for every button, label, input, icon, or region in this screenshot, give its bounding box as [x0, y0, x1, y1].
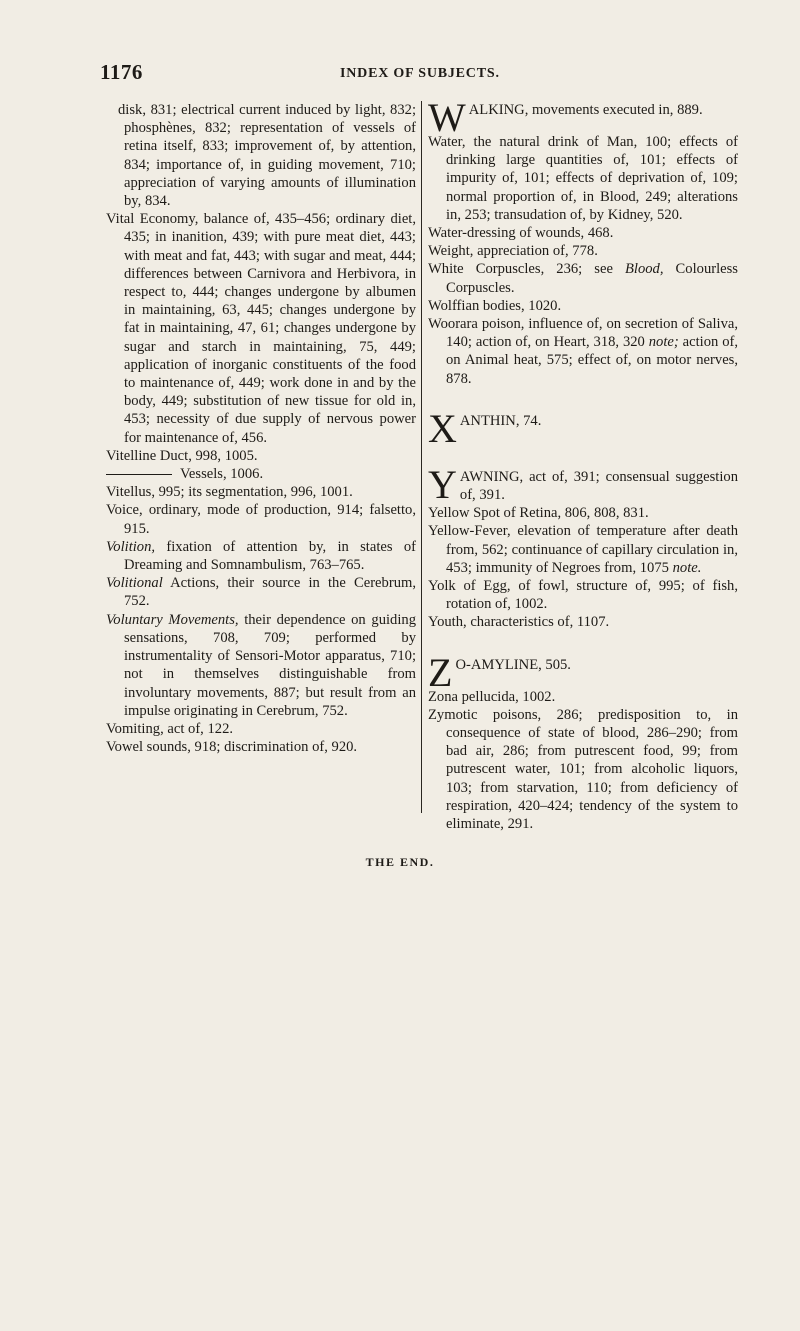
drop-initial: X [428, 411, 457, 444]
section-head-text: O-AMYLINE, 505. [455, 656, 571, 673]
index-entry [106, 538, 416, 574]
section-head-text: ANTHIN, 74. [459, 412, 542, 429]
index-term: Blood, [624, 261, 664, 278]
index-note: note; [648, 334, 679, 351]
index-entry-text: Woorara poison, influence of, on secretion of Saliva, 140; action of, on Heart, 318, 320 [428, 316, 738, 351]
index-entry [428, 315, 738, 388]
index-entry: Water, the natural drink of Man, 100; effects of drinking large quantities of, 101; effects of impurity of, 101; effects of deprivation of, 109; normal proportion of, in Blood, 249; alterations in, 253; transudation of, by Kidney, 520. [428, 134, 738, 223]
ditto-dash [106, 474, 172, 475]
index-entry-text: action of, on Animal heat, 575; effect of, on motor nerves, 878. [446, 334, 738, 387]
index-entry: Zona pellucida, 1002. [428, 688, 556, 705]
index-term: Volition, [106, 538, 156, 555]
index-entry: Vital Economy, balance of, 435–456; ordinary diet, 435; in inanition, 439; with pure meat diet, 443; with meat and fat, 443; with sugar and meat, 444; differences between Carnivora and Herbivora, in respect to, 444; changes undergone by albumen in maintaining, 63, 445; changes undergone by fat in maintaining, 47, 61; changes undergone by sugar and starch in maintaining, 75, 449; application of inorganic constituents of the food to maintenance of, 449; work done in and by the body, 449; substitution of new tissue for old in, 453; necessity of due supply of nervous power for maintenance of, 456. [106, 211, 416, 446]
index-entry-text: Actions, their source in the Cerebrum, 752. [124, 575, 416, 610]
the-end: THE END. [365, 855, 435, 869]
letter-section-y [428, 468, 738, 632]
index-entry: Wolffian bodies, 1020. [428, 297, 562, 314]
index-term: Voluntary Movements, [106, 611, 239, 628]
index-entry-text: their dependence on guiding sensations, 708, 709; performed by instrumentality of Sensori-Motor apparatus, 710; not in themselves distinguishable from involuntary movements, 887; but result from an impulse originating in Cerebrum, 752. [124, 611, 416, 719]
section-head-text: AWNING, act of, 391; consensual suggestion of, 391. [459, 468, 738, 504]
drop-initial: Z [428, 655, 453, 688]
letter-section-z [428, 656, 738, 834]
right-column [428, 101, 738, 833]
index-term: Volitional [106, 575, 163, 592]
index-subentry-text: Vessels, 1006. [180, 466, 264, 483]
letter-section-w [428, 101, 738, 388]
index-entry: Yolk of Egg, of fowl, structure of, 995; of fish, rotation of, 1002. [428, 578, 738, 613]
index-entry [106, 574, 416, 610]
index-entry-text: fixation of attention by, in states of Dreaming and Somnambulism, 763–765. [124, 538, 416, 574]
index-entry: Vomiting, act of, 122. [106, 720, 234, 737]
index-subentry [106, 465, 416, 483]
section-head-text: ALKING, movements executed in, 889. [468, 102, 703, 118]
running-title: INDEX OF SUBJECTS. [340, 66, 500, 81]
index-entry: Water-dressing of wounds, 468. [428, 225, 614, 242]
section-head [428, 656, 738, 688]
index-entry: Vowel sounds, 918; discrimination of, 920. [106, 739, 358, 756]
section-head [428, 101, 738, 133]
column-divider [421, 101, 422, 813]
index-entry: Zymotic poisons, 286; predisposition to, in consequence of state of blood, 286–290; from bad air, 286; from putrescent food, 99; from putrescent water, 101; from alcoholic liquors, 103; from starvation, 110; from deficiency of respiration, 420–424; tendency of the system to eliminate, 291. [428, 706, 738, 833]
index-note: note. [672, 559, 702, 576]
index-entry: Weight, appreciation of, 778. [428, 243, 598, 260]
index-entry: Yellow Spot of Retina, 806, 808, 831. [428, 505, 649, 522]
index-entry [428, 522, 738, 577]
index-entry-text: Yellow-Fever, elevation of temperature after death from, 562; continuance of capillary circulation in, 453; immunity of Negroes from, 1075 [428, 523, 738, 576]
section-head [428, 468, 738, 504]
index-entry-text: White Corpuscles, 236; see [428, 261, 625, 278]
index-entry [106, 611, 416, 720]
index-entry: Vitellus, 995; its segmentation, 996, 1001. [106, 484, 353, 501]
section-head [428, 412, 738, 444]
index-entry: Voice, ordinary, mode of production, 914; falsetto, 915. [106, 502, 416, 537]
index-entry: Vitelline Duct, 998, 1005. [106, 447, 258, 464]
index-entry: Youth, characteristics of, 1107. [428, 614, 610, 631]
drop-initial: Y [428, 467, 457, 505]
index-entry [428, 260, 738, 296]
drop-initial: W [428, 101, 466, 133]
page-number: 1176 [100, 60, 143, 84]
left-column [106, 101, 416, 756]
letter-section-x [428, 412, 738, 444]
index-entry: disk, 831; electrical current induced by light, 832; phosphènes, 832; representation of vessels of retina itself, 833; improvement of, by attention, 834; importance of, in guiding movement, 710; appreciation of varying amounts of illumination by, 834. [118, 102, 416, 210]
index-entry-text: Colourless Corpuscles. [446, 261, 738, 296]
